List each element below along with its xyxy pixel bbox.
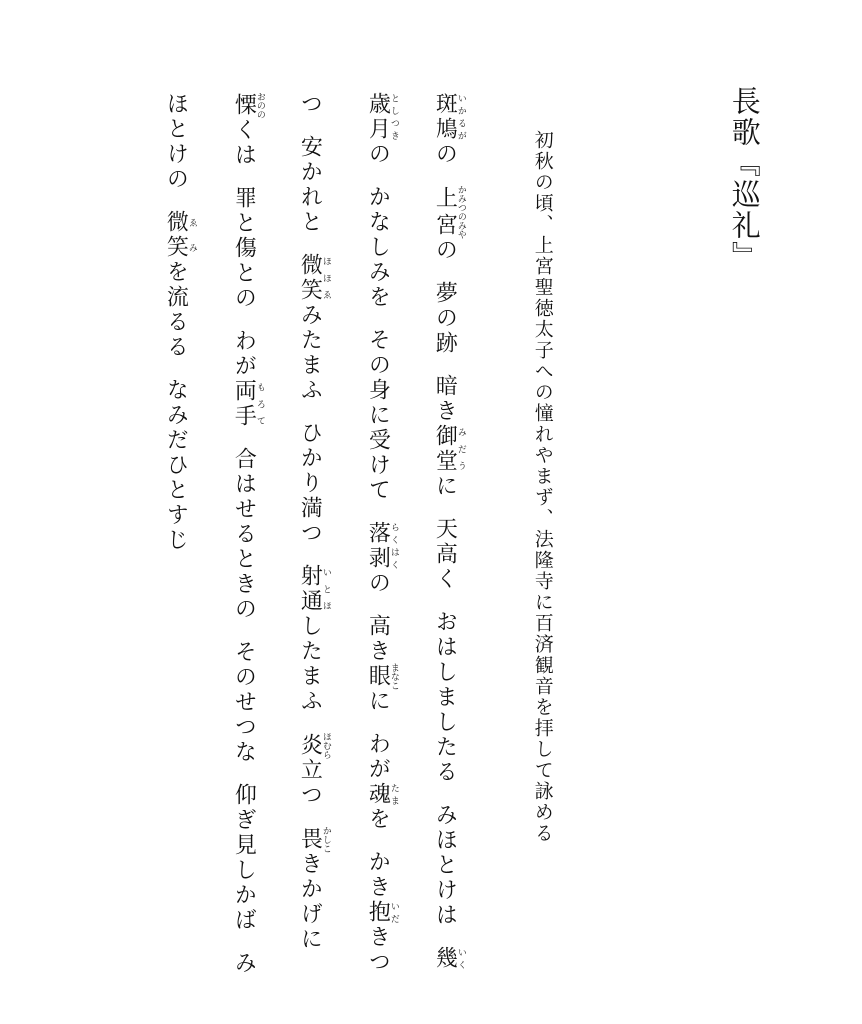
ruby-reading: まなこ (388, 663, 399, 690)
ruby-reading: いかるが (455, 92, 466, 142)
verse-line-5 (162, 92, 197, 553)
verse-phrase (365, 92, 399, 167)
verse-phrase (231, 447, 256, 622)
ruby-word (297, 826, 331, 853)
verse-line-3 (296, 92, 331, 952)
phrase-gap (444, 592, 445, 610)
verse-phrase (163, 92, 188, 192)
ruby-word (365, 663, 399, 690)
phrase-gap (444, 785, 445, 803)
verse-text: 天高く (432, 517, 458, 592)
verse-phrase (297, 826, 331, 952)
verse-text: の (365, 571, 391, 596)
verse-text: に (365, 689, 391, 714)
verse-text: つ (297, 92, 323, 117)
ruby-base: 両手 (231, 379, 257, 429)
ruby-base: 慄 (231, 92, 257, 119)
verse-phrase (365, 521, 399, 596)
ruby-word (432, 185, 466, 239)
verse-phrase (231, 329, 265, 429)
ruby-reading: たま (388, 782, 399, 807)
phrase-gap (377, 310, 378, 328)
verse-text: 高き (365, 614, 391, 664)
ruby-word (432, 92, 466, 142)
verse-phrase (432, 803, 457, 928)
verse-text: したまふ (297, 614, 323, 714)
verse-text: 夢の跡 (432, 281, 458, 356)
verse-phrase (231, 640, 256, 765)
verse-text: 仰ぎ見しかば (231, 783, 257, 933)
ruby-base: 幾 (432, 946, 458, 971)
phrase-gap (243, 933, 244, 951)
ruby-base: 斑鳩 (432, 92, 458, 142)
ruby-base: 炎 (297, 732, 323, 759)
ruby-base: 微笑 (297, 253, 323, 303)
phrase-gap (444, 928, 445, 946)
verse-phrase (365, 328, 390, 503)
ruby-base: 魂 (365, 782, 391, 807)
ruby-word (297, 564, 331, 614)
ruby-base: 落剥 (365, 521, 391, 571)
verse-text: その身に受けて (365, 328, 391, 503)
phrase-gap (175, 192, 176, 210)
ruby-word (365, 900, 399, 925)
ruby-reading: おのの (254, 92, 265, 119)
verse-phrase (163, 378, 188, 553)
verse-text: を (365, 807, 391, 832)
phrase-gap (309, 117, 310, 135)
phrase-gap (444, 356, 445, 374)
phrase-gap (175, 360, 176, 378)
ruby-reading: かしこ (320, 826, 331, 853)
verse-phrase (432, 610, 457, 785)
phrase-gap (243, 765, 244, 783)
verse-phrase (297, 421, 322, 546)
verse-text: に (432, 474, 458, 499)
verse-phrase (231, 951, 256, 976)
phrase-gap (309, 235, 310, 253)
verse-text: の (365, 142, 391, 167)
phrase-gap (444, 263, 445, 281)
verse-line-1 (431, 92, 466, 971)
phrase-gap (377, 167, 378, 185)
verse-text: きかげに (297, 852, 323, 952)
verse-text: み (231, 951, 257, 976)
ruby-word (297, 732, 331, 759)
ruby-base: 歳月 (365, 92, 391, 142)
verse-text: かき (365, 850, 391, 900)
verse-text: おはしましたる (432, 610, 458, 785)
phrase-gap (444, 167, 445, 185)
verse-text: そのせつな (231, 640, 257, 765)
verse-text: ひかり満つ (297, 421, 323, 546)
verse-phrase (432, 374, 466, 499)
verse-phrase (297, 92, 322, 117)
verse-phrase (163, 210, 197, 360)
verse-text: の (432, 238, 458, 263)
ruby-word (432, 424, 466, 474)
verse-text: の (432, 142, 458, 167)
verse-phrase (365, 732, 399, 832)
ruby-word (297, 253, 331, 303)
verse-phrase (231, 186, 256, 311)
ruby-reading: いとほ (320, 564, 331, 614)
ruby-word (365, 782, 399, 807)
verse-text: かなしみを (365, 185, 391, 310)
phrase-gap (309, 714, 310, 732)
verse-phrase (297, 564, 331, 714)
verse-text: を流るる (163, 260, 189, 360)
ruby-base: 御堂 (432, 424, 458, 474)
ruby-word (432, 946, 466, 971)
ruby-word (231, 92, 265, 119)
verse-text: みほとけは (432, 803, 458, 928)
verse-text: なみだひとすじ (163, 378, 189, 553)
phrase-gap (243, 311, 244, 329)
verse-phrase (365, 185, 390, 310)
verse-text: 安かれと (297, 135, 323, 235)
phrase-gap (243, 429, 244, 447)
ruby-reading: としつき (388, 92, 399, 142)
ruby-word (163, 210, 197, 260)
ruby-word (231, 379, 265, 429)
ruby-base: 上宮 (432, 185, 458, 239)
phrase-gap (377, 503, 378, 521)
ruby-base: 抱 (365, 900, 391, 925)
phrase-gap (377, 832, 378, 850)
verse-phrase (432, 92, 466, 167)
verse-phrase (297, 135, 322, 235)
verse-text: きつ (365, 925, 391, 975)
verse-phrase (432, 185, 466, 263)
phrase-gap (309, 546, 310, 564)
poem-title: 長歌『巡礼』 (727, 86, 762, 272)
phrase-gap (243, 168, 244, 186)
ruby-base: 畏 (297, 826, 323, 853)
verse-phrase (432, 281, 457, 356)
verse-phrase (231, 783, 256, 933)
ruby-base: 微笑 (163, 210, 189, 260)
verse-phrase (297, 253, 331, 403)
ruby-reading: もろて (254, 379, 265, 429)
verse-phrase (297, 732, 331, 808)
phrase-gap (309, 403, 310, 421)
ruby-reading: らくはく (388, 521, 399, 571)
verse-text: わが (231, 329, 257, 379)
verse-text: 合はせるときの (231, 447, 257, 622)
phrase-gap (377, 714, 378, 732)
ruby-reading: ゑみ (186, 210, 197, 260)
ruby-reading: ほほゑ (320, 253, 331, 303)
verse-text: わが (365, 732, 391, 782)
verse-text: 立つ (297, 758, 323, 808)
phrase-gap (243, 622, 244, 640)
ruby-reading: みだう (455, 424, 466, 474)
verse-text: 暗き (432, 374, 458, 424)
verse-phrase (365, 614, 399, 714)
verse-text: ほとけの (163, 92, 189, 192)
ruby-word (365, 92, 399, 142)
phrase-gap (444, 499, 445, 517)
ruby-reading: いだ (388, 900, 399, 925)
ruby-base: 射通 (297, 564, 323, 614)
poem-preface: 初秋の頃、上宮聖徳太子への憧れやまず、法隆寺に百済観音を拝して詠める (531, 130, 554, 844)
ruby-reading: かみつのみや (455, 185, 466, 239)
verse-phrase (231, 92, 265, 168)
verse-text: みたまふ (297, 303, 323, 403)
phrase-gap (309, 808, 310, 826)
verse-phrase (365, 850, 399, 975)
verse-line-2 (364, 92, 399, 975)
verse-line-4 (230, 92, 265, 976)
verse-text: くは (231, 118, 257, 168)
verse-text: 罪と傷との (231, 186, 257, 311)
ruby-word (365, 521, 399, 571)
phrase-gap (377, 596, 378, 614)
verse-phrase (432, 946, 466, 971)
ruby-base: 眼 (365, 663, 391, 690)
ruby-reading: いく (455, 946, 466, 971)
verse-phrase (432, 517, 457, 592)
ruby-reading: ほむら (320, 732, 331, 759)
